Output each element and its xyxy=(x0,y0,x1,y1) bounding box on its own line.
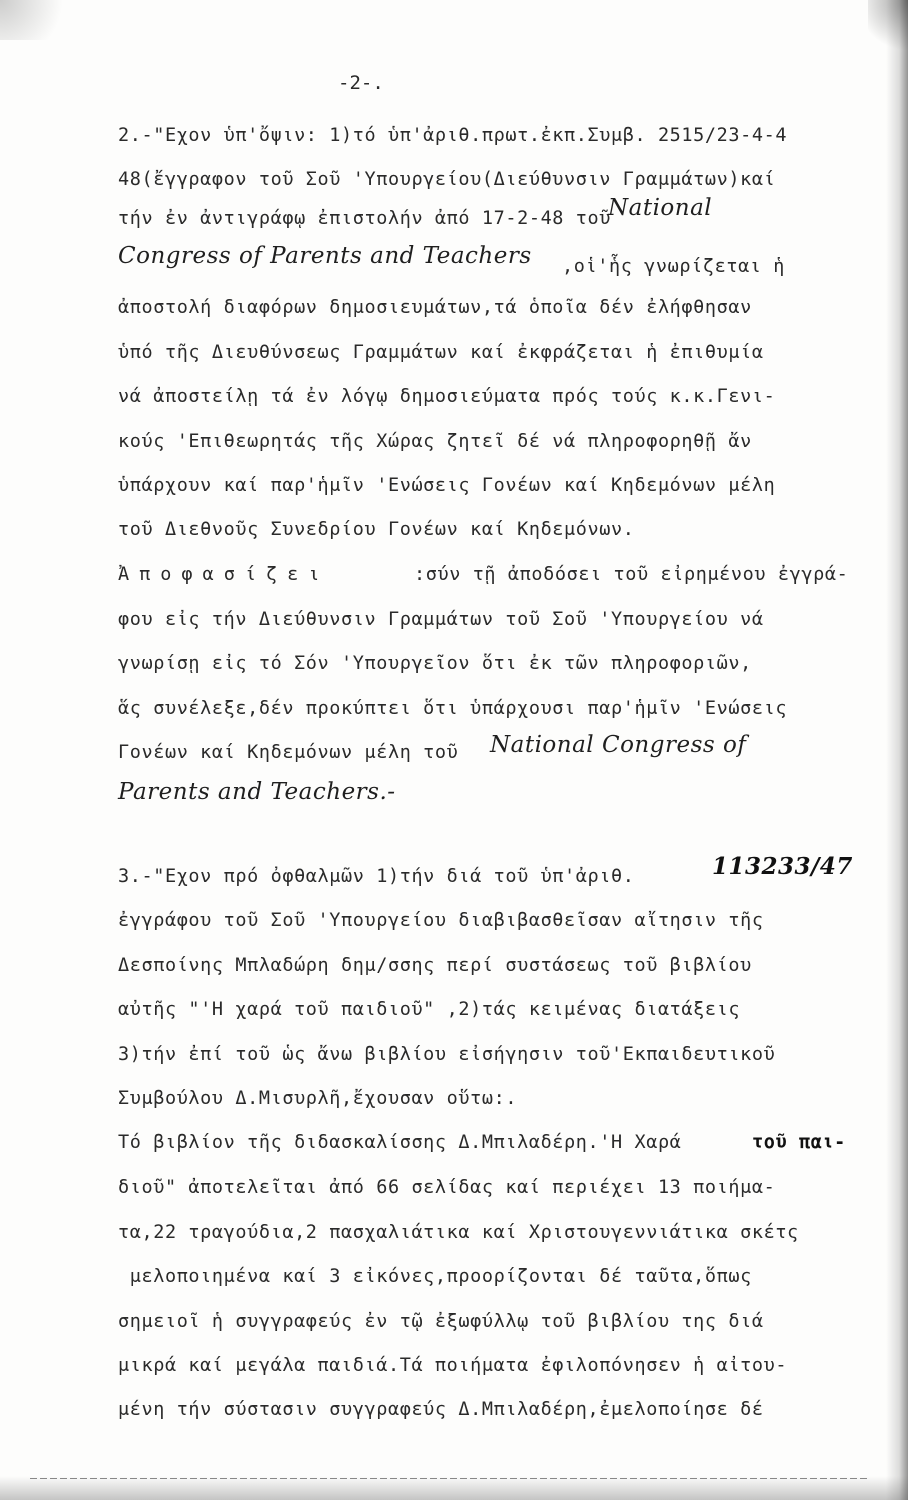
text-line: ὑπό τῆς Διευθύνσεως Γραμμάτων καί ἐκφράζεται ἡ ἐπιθυμία xyxy=(118,342,764,363)
text-line: τοῦ Διεθνοῦς Συνεδρίου Γονέων καί Κηδεμόνων. xyxy=(118,519,635,540)
page-shadow-right xyxy=(886,0,908,1500)
text-line: ἀποστολή διαφόρων δημοσιευμάτων,τά ὁποῖα δέν ἐλήφθησαν xyxy=(118,297,752,318)
apofasizei-rest: :σύν τῇ ἀποδόσει τοῦ εἰρημένου ἐγγρά- xyxy=(414,564,849,585)
text-line: διοῦ" ἀποτελεῖται ἀπό 66 σελίδας καί περιέχει 13 ποιήμα- xyxy=(118,1177,776,1198)
text-line: Τό βιβλίον τῆς διδασκαλίσσης Δ.Μπιλαδέρη.'Η Χαρά xyxy=(118,1132,682,1153)
handwritten-tou-pai: τοῦ παι- xyxy=(752,1132,846,1153)
handwritten-reference-number: 113233/47 xyxy=(712,853,853,880)
text-line: γνωρίσῃ εἰς τό Σόν 'Υπουργεῖον ὅτι ἐκ τῶν πληροφοριῶν, xyxy=(118,653,752,674)
text-line: ἐγγράφου τοῦ Σοῦ 'Υπουργείου διαβιβασθεῖσαν αἴτησιν τῆς xyxy=(118,910,764,931)
page-shadow-bottom xyxy=(0,1476,908,1500)
text-line: κούς 'Επιθεωρητάς τῆς Χώρας ζητεῖ δέ νά πληροφορηθῇ ἄν xyxy=(118,431,752,452)
handwritten-parents-and-teachers: Parents and Teachers.- xyxy=(118,779,396,805)
page-shadow-top-left xyxy=(0,0,80,40)
line-4-typed-tail: ,οἱ'ἧς γνωρίζεται ἡ xyxy=(562,256,786,277)
text-line: νά ἀποστείλῃ τά ἐν λόγῳ δημοσιεύματα πρός τούς κ.κ.Γενι- xyxy=(118,386,776,407)
page-shadow-top-right xyxy=(868,0,908,60)
bottom-dashed-rule xyxy=(30,1478,870,1479)
text-line: Γονέων καί Κηδεμόνων μέλη τοῦ xyxy=(118,742,459,763)
text-line: Συμβούλου Δ.Μισυρλῆ,ἔχουσαν οὕτω:. xyxy=(118,1088,518,1109)
handwritten-congress-parents-teachers: Congress of Parents and Teachers xyxy=(118,243,532,269)
text-line: 3)τήν ἐπί τοῦ ὡς ἄνω βιβλίου εἰσήγησιν τοῦ'Εκπαιδευτικοῦ xyxy=(118,1044,776,1065)
text-line: μικρά καί μεγάλα παιδιά.Τά ποιήματα ἐφιλοπόνησεν ἡ αἰτου- xyxy=(118,1355,788,1376)
text-line: μελοποιημένα καί 3 εἰκόνες,προορίζονται δέ ταῦτα,ὅπως xyxy=(118,1266,752,1287)
handwritten-national-congress-of: National Congress of xyxy=(490,732,747,758)
text-line: ἅς συνέλεξε,δέν προκύπτει ὅτι ὑπάρχουσι παρ'ἡμῖν 'Ενώσεις xyxy=(118,698,788,719)
text-line: 48(ἔγγραφον τοῦ Σοῦ 'Υπουργείου(Διεύθυνσιν Γραμμάτων)καί xyxy=(118,169,776,190)
handwritten-national: National xyxy=(608,195,713,221)
text-line: 2.-"Εχον ὑπ'ὄψιν: 1)τό ὑπ'ἀριθ.πρωτ.ἐκπ.Συμβ. 2515/23-4-4 xyxy=(118,125,788,146)
text-line: ὑπάρχουν καί παρ'ἡμῖν 'Ενώσεις Γονέων καί Κηδεμόνων μέλη xyxy=(118,475,776,496)
text-line: 3.-"Εχον πρό ὀφθαλμῶν 1)τήν διά τοῦ ὑπ'ἀριθ. xyxy=(118,866,635,887)
text-line: αὐτῆς "'Η χαρά τοῦ παιδιοῦ" ,2)τάς κειμένας διατάξεις xyxy=(118,999,741,1020)
text-line: τα,22 τραγούδια,2 πασχαλιάτικα καί Χριστουγεννιάτικα σκέτς xyxy=(118,1222,799,1243)
page-number: -2-. xyxy=(338,72,384,94)
text-line: σημειοῖ ἡ συγγραφεύς ἐν τῷ ἐξωφύλλῳ τοῦ βιβλίου της διά xyxy=(118,1311,764,1332)
text-line: Δεσποίνης Μπλαδώρη δημ/σσης περί συστάσεως τοῦ βιβλίου xyxy=(118,955,752,976)
text-line: μένη τήν σύστασιν συγγραφεύς Δ.Μπιλαδέρη,ἐμελοποίησε δέ xyxy=(118,1399,764,1420)
text-line: φου εἰς τήν Διεύθυνσιν Γραμμάτων τοῦ Σοῦ 'Υπουργείου νά xyxy=(118,609,764,630)
text-line: τήν ἐν ἀντιγράφῳ ἐπιστολήν ἀπό 17-2-48 τοῦ xyxy=(118,208,611,229)
apofasizei-heading: Ἀποφασίζει xyxy=(118,564,330,585)
